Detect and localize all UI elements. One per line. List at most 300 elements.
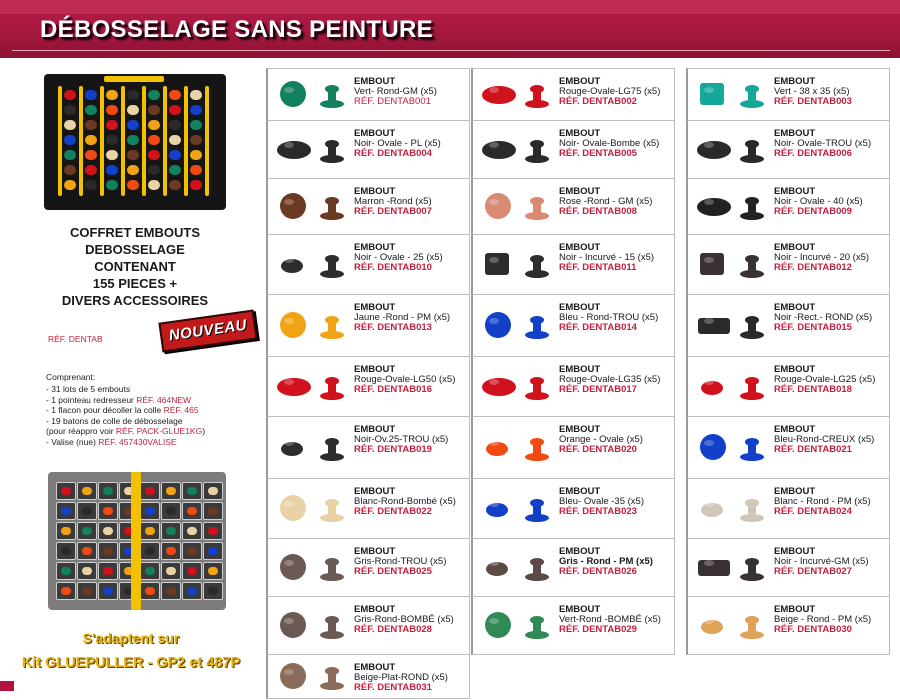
product-cell <box>266 538 470 597</box>
product-type: EMBOUT <box>354 242 396 253</box>
case-divider <box>79 86 83 196</box>
product-type: EMBOUT <box>774 76 816 87</box>
product-ref: RÉF. DENTAB013 <box>354 322 432 333</box>
product-description: Noir-Ov.25-TROU (x5) <box>354 434 449 445</box>
product-ref: RÉF. DENTAB003 <box>774 96 852 107</box>
product-text <box>774 243 869 273</box>
product-type: EMBOUT <box>354 186 396 197</box>
product-text <box>559 605 661 635</box>
product-description: Rose -Rond - GM (x5) <box>559 196 653 207</box>
case-item <box>127 180 139 190</box>
case-item <box>190 90 202 100</box>
product-ref: RÉF. DENTAB031 <box>354 682 432 693</box>
product-cell <box>266 294 470 357</box>
case-item <box>64 180 76 190</box>
case-slot <box>203 582 223 600</box>
case-item <box>190 180 202 190</box>
case-item <box>127 90 139 100</box>
product-image <box>481 370 555 404</box>
tab-face <box>701 618 723 634</box>
product-ref: RÉF. DENTAB015 <box>774 322 852 333</box>
case-item <box>190 105 202 115</box>
product-description: Vert-Rond -BOMBÉ (x5) <box>559 614 661 625</box>
case-slot <box>182 562 202 580</box>
tab-face <box>281 257 303 273</box>
tab-face <box>280 554 306 580</box>
product-type: EMBOUT <box>559 76 601 87</box>
product-ref: RÉF. DENTAB007 <box>354 206 432 217</box>
case-slot-item <box>61 547 71 555</box>
contents-item-ref: RÉF. 465 <box>163 405 199 415</box>
case-slot-item <box>82 487 92 495</box>
product-type: EMBOUT <box>354 424 396 435</box>
product-type: EMBOUT <box>559 186 601 197</box>
tab-face <box>280 663 306 689</box>
tab-face <box>280 495 306 521</box>
product-text <box>774 605 871 635</box>
case-slot <box>161 482 181 500</box>
product-image <box>481 133 555 167</box>
case-item <box>148 150 160 160</box>
coffret-title <box>10 224 260 309</box>
tab-side <box>320 140 344 163</box>
case-slot <box>140 542 160 560</box>
product-type: EMBOUT <box>774 364 816 375</box>
case-slot <box>182 482 202 500</box>
tab-side <box>320 616 344 639</box>
product-cell <box>471 68 675 121</box>
product-description: Gris - Rond - PM (x5) <box>559 556 653 567</box>
product-image <box>481 190 555 224</box>
tab-face <box>700 434 726 460</box>
tab-face <box>277 378 311 396</box>
product-ref: RÉF. DENTAB014 <box>559 322 637 333</box>
case-slot-item <box>145 487 155 495</box>
product-ref: RÉF. DENTAB004 <box>354 148 432 159</box>
tab-face <box>485 193 511 219</box>
contents-item <box>46 416 261 427</box>
case-item <box>169 105 181 115</box>
case-item <box>190 165 202 175</box>
case-slot-item <box>187 547 197 555</box>
tab-side <box>740 316 764 339</box>
tab-side <box>740 197 764 220</box>
contents-item-text: - 19 batons de colle de débosselage <box>46 415 183 426</box>
product-cell <box>266 234 470 295</box>
case-item <box>190 120 202 130</box>
case-item <box>190 135 202 145</box>
case-divider <box>100 86 104 196</box>
product-cell <box>471 234 675 295</box>
tab-face <box>697 141 731 159</box>
product-text <box>559 425 643 455</box>
case-slot <box>77 502 97 520</box>
product-ref: RÉF. DENTAB023 <box>559 506 637 517</box>
product-image <box>696 309 770 343</box>
product-description: Noir- Ovale - PL (x5) <box>354 138 441 149</box>
case-item <box>85 105 97 115</box>
tab-side <box>320 197 344 220</box>
product-text <box>559 187 652 217</box>
page-header <box>0 0 900 58</box>
product-image <box>696 190 770 224</box>
case-item <box>169 120 181 130</box>
contents-item-text: - Valise (nue) <box>46 436 99 447</box>
contents-item-ref: RÉF. 464NEW <box>136 394 192 405</box>
case-slot-item <box>208 587 218 595</box>
case-item <box>148 165 160 175</box>
case-item <box>85 135 97 145</box>
product-cell <box>686 478 890 539</box>
tab-face <box>485 612 511 638</box>
product-ref: RÉF. DENTAB006 <box>774 148 852 159</box>
product-description: Blanc-Rond-Bombé (x5) <box>354 496 456 507</box>
product-type: EMBOUT <box>354 546 396 557</box>
product-ref: RÉF. DENTAB021 <box>774 444 852 455</box>
case-item <box>106 135 118 145</box>
case-item <box>85 180 97 190</box>
product-type: EMBOUT <box>774 302 816 313</box>
case-photo-open <box>44 74 226 210</box>
product-type: EMBOUT <box>354 302 396 313</box>
product-image <box>696 551 770 585</box>
product-image <box>276 248 350 282</box>
case-item <box>64 90 76 100</box>
product-image <box>276 431 350 465</box>
case-slot <box>140 582 160 600</box>
product-ref: RÉF. DENTAB008 <box>559 206 637 217</box>
product-type: EMBOUT <box>354 364 396 375</box>
product-description: Noir - Ovale - 25 (x5) <box>354 252 443 263</box>
case-item <box>148 90 160 100</box>
contents-item-suffix: ) <box>202 426 206 436</box>
product-description: Vert - 38 x 35 (x5) <box>774 86 850 97</box>
product-type: EMBOUT <box>774 546 816 557</box>
case-slot-item <box>187 587 197 595</box>
product-type: EMBOUT <box>354 604 396 615</box>
product-image <box>276 609 350 643</box>
case-slot-item <box>187 507 197 515</box>
case-slot-item <box>61 527 71 535</box>
header-rule <box>12 50 890 51</box>
product-text <box>774 303 872 333</box>
tab-face <box>486 501 508 517</box>
product-ref: RÉF. DENTAB025 <box>354 566 432 577</box>
case-slot-item <box>103 547 113 555</box>
case-divider <box>163 86 167 196</box>
tab-side <box>525 499 549 522</box>
contents-list <box>46 384 261 447</box>
case-slot-item <box>187 567 197 575</box>
case-slot-item <box>166 527 176 535</box>
coffret-title-line: CONTENANT <box>94 259 176 274</box>
product-type: EMBOUT <box>774 186 816 197</box>
case-slot <box>140 522 160 540</box>
product-text <box>354 303 450 333</box>
product-description: Bleu- Ovale -35 (x5) <box>559 496 645 507</box>
tab-side <box>525 558 549 581</box>
product-text <box>354 663 448 693</box>
case-item <box>64 135 76 145</box>
tab-side <box>525 316 549 339</box>
case-item <box>106 120 118 130</box>
case-slot-item <box>103 567 113 575</box>
product-cell <box>686 356 890 417</box>
case-slot-item <box>166 487 176 495</box>
product-ref: RÉF. DENTAB017 <box>559 384 637 395</box>
contents-item-text: (pour réappro voir <box>46 426 116 436</box>
case-latch <box>131 472 141 610</box>
case-slot-item <box>166 567 176 575</box>
product-text <box>354 365 455 395</box>
product-text <box>354 605 454 635</box>
product-image <box>276 370 350 404</box>
product-text <box>559 365 660 395</box>
contents-item-text: - 31 lots de 5 embouts <box>46 384 131 394</box>
product-text <box>354 187 432 217</box>
product-description: Orange - Ovale (x5) <box>559 434 643 445</box>
tab-face <box>698 318 730 334</box>
product-text <box>774 425 874 455</box>
product-ref: RÉF. DENTAB024 <box>774 506 852 517</box>
tab-face <box>700 253 724 275</box>
contents-item-ref: RÉF. 457430VALISE <box>98 436 177 447</box>
product-cell <box>471 356 675 417</box>
case-item <box>127 105 139 115</box>
product-text <box>354 547 446 577</box>
product-text <box>354 77 437 107</box>
product-cell <box>686 234 890 295</box>
product-type: EMBOUT <box>559 546 601 557</box>
case-item <box>127 120 139 130</box>
product-type: EMBOUT <box>354 76 396 87</box>
coffret-title-line: DIVERS ACCESSOIRES <box>61 293 209 308</box>
product-image <box>276 133 350 167</box>
case-slot-item <box>145 547 155 555</box>
case-slot <box>56 542 76 560</box>
tab-face <box>701 501 723 517</box>
product-image <box>481 551 555 585</box>
comprenant-label: Comprenant: <box>46 372 96 382</box>
product-cell <box>266 68 470 121</box>
product-cell <box>686 596 890 655</box>
product-ref: RÉF. DENTAB028 <box>354 624 432 635</box>
product-text <box>774 365 875 395</box>
coffret-title-line: 155 PIECES + <box>92 276 178 291</box>
case-item <box>85 150 97 160</box>
case-item <box>127 150 139 160</box>
case-slot <box>203 562 223 580</box>
coffret-ref: RÉF. DENTAB <box>48 334 103 344</box>
product-text <box>774 187 863 217</box>
tab-face <box>700 83 724 105</box>
case-item <box>64 165 76 175</box>
product-description: Beige-Plat-ROND (x5) <box>354 672 448 683</box>
case-slot <box>182 542 202 560</box>
nouveau-badge <box>158 309 257 352</box>
product-description: Noir - Incurvé - 15 (x5) <box>559 252 655 263</box>
case-slot <box>161 562 181 580</box>
product-type: EMBOUT <box>559 128 601 139</box>
case-item <box>148 105 160 115</box>
product-description: Noir - Incurvé - 20 (x5) <box>774 252 870 263</box>
case-slot <box>203 502 223 520</box>
product-ref: RÉF. DENTAB027 <box>774 566 852 577</box>
case-item <box>64 150 76 160</box>
tab-face <box>280 81 306 107</box>
tab-side <box>525 255 549 278</box>
product-description: Blanc - Rond - PM (x5) <box>774 496 871 507</box>
case-item <box>190 150 202 160</box>
product-image <box>481 309 555 343</box>
product-cell <box>266 178 470 235</box>
tab-face <box>281 440 303 456</box>
case-divider <box>58 86 62 196</box>
case-item <box>106 90 118 100</box>
product-image <box>481 492 555 526</box>
case-slot <box>77 582 97 600</box>
product-description: Bleu - Rond-TROU (x5) <box>559 312 659 323</box>
case-slot <box>56 582 76 600</box>
product-image <box>696 248 770 282</box>
tab-face <box>482 86 516 104</box>
product-image <box>481 248 555 282</box>
product-ref: RÉF. DENTAB022 <box>354 506 432 517</box>
case-slot <box>203 522 223 540</box>
case-item <box>64 105 76 115</box>
product-cell <box>686 294 890 357</box>
product-description: Jaune -Rond - PM (x5) <box>354 312 451 323</box>
case-slot-item <box>166 547 176 555</box>
product-cell <box>266 356 470 417</box>
case-slot-item <box>145 507 155 515</box>
case-slot <box>203 542 223 560</box>
product-description: Rouge-Ovale-LG25 (x5) <box>774 374 876 385</box>
contents-item-ref: RÉF. PACK-GLUE1KG <box>115 426 203 436</box>
case-item <box>169 135 181 145</box>
case-item <box>127 135 139 145</box>
case-item <box>127 165 139 175</box>
case-item <box>85 165 97 175</box>
tab-face <box>280 193 306 219</box>
tab-side <box>740 255 764 278</box>
tab-side <box>740 438 764 461</box>
case-slot-item <box>187 487 197 495</box>
product-image <box>276 78 350 112</box>
case-item <box>106 165 118 175</box>
tab-side <box>740 377 764 400</box>
product-ref: RÉF. DENTAB018 <box>774 384 852 395</box>
product-ref: RÉF. DENTAB012 <box>774 262 852 273</box>
corner-mark <box>0 681 14 691</box>
case-slot-item <box>208 567 218 575</box>
product-type: EMBOUT <box>559 302 601 313</box>
coffret-title-line: DEBOSSELAGE <box>85 242 185 257</box>
case-slot <box>56 502 76 520</box>
compat-line-1: S'adaptent sur <box>82 630 180 646</box>
product-description: Vert- Rond-GM (x5) <box>354 86 437 97</box>
case-divider <box>121 86 125 196</box>
product-cell <box>686 120 890 179</box>
product-cell <box>471 178 675 235</box>
case-slot <box>56 482 76 500</box>
product-image <box>696 492 770 526</box>
case-slot <box>98 542 118 560</box>
case-slot-item <box>82 507 92 515</box>
case-item <box>106 105 118 115</box>
contents-item <box>46 395 261 406</box>
product-cell <box>266 120 470 179</box>
product-image <box>696 609 770 643</box>
product-text <box>354 129 441 159</box>
product-image <box>276 190 350 224</box>
case-slot-item <box>103 487 113 495</box>
case-item <box>148 180 160 190</box>
product-description: Gris-Rond-BOMBÉ (x5) <box>354 614 454 625</box>
case-slot-item <box>208 527 218 535</box>
tab-face <box>280 312 306 338</box>
tab-face <box>485 312 511 338</box>
case-item <box>85 120 97 130</box>
coffret-title-line: COFFRET EMBOUTS <box>70 225 200 240</box>
case-slot <box>77 522 97 540</box>
product-description: Rouge-Ovale-LG35 (x5) <box>559 374 661 385</box>
case-divider <box>184 86 188 196</box>
case-slot <box>98 562 118 580</box>
case-slot <box>77 562 97 580</box>
tab-side <box>320 377 344 400</box>
product-ref: RÉF. DENTAB020 <box>559 444 637 455</box>
product-description: Noir- Ovale-TROU (x5) <box>774 138 872 149</box>
case-slot <box>98 522 118 540</box>
case-slot <box>182 502 202 520</box>
product-ref: RÉF. DENTAB011 <box>559 262 637 273</box>
case-slot <box>98 482 118 500</box>
tab-side <box>525 377 549 400</box>
case-item <box>169 150 181 160</box>
case-slot-item <box>145 527 155 535</box>
product-description: Rouge-Ovale-LG50 (x5) <box>354 374 456 385</box>
tab-side <box>320 667 344 690</box>
case-slot <box>98 502 118 520</box>
tab-face <box>486 560 508 576</box>
case-slot <box>77 482 97 500</box>
product-cell <box>266 596 470 655</box>
case-slot-item <box>82 587 92 595</box>
product-text <box>559 243 654 273</box>
tab-side <box>740 140 764 163</box>
tab-face <box>482 141 516 159</box>
page-title: DÉBOSSELAGE SANS PEINTURE <box>40 16 433 43</box>
case-item <box>169 165 181 175</box>
product-cell <box>266 478 470 539</box>
tab-side <box>525 85 549 108</box>
tab-side <box>320 558 344 581</box>
tab-side <box>740 499 764 522</box>
case-slot-item <box>103 507 113 515</box>
case-item <box>106 180 118 190</box>
tab-face <box>698 560 730 576</box>
header-highlight <box>0 0 900 14</box>
case-slot-item <box>208 487 218 495</box>
product-cell <box>686 68 890 121</box>
product-cell <box>471 478 675 539</box>
product-text <box>559 77 660 107</box>
tab-face <box>277 141 311 159</box>
tab-side <box>525 438 549 461</box>
left-panel <box>0 58 262 700</box>
product-text <box>354 487 456 517</box>
